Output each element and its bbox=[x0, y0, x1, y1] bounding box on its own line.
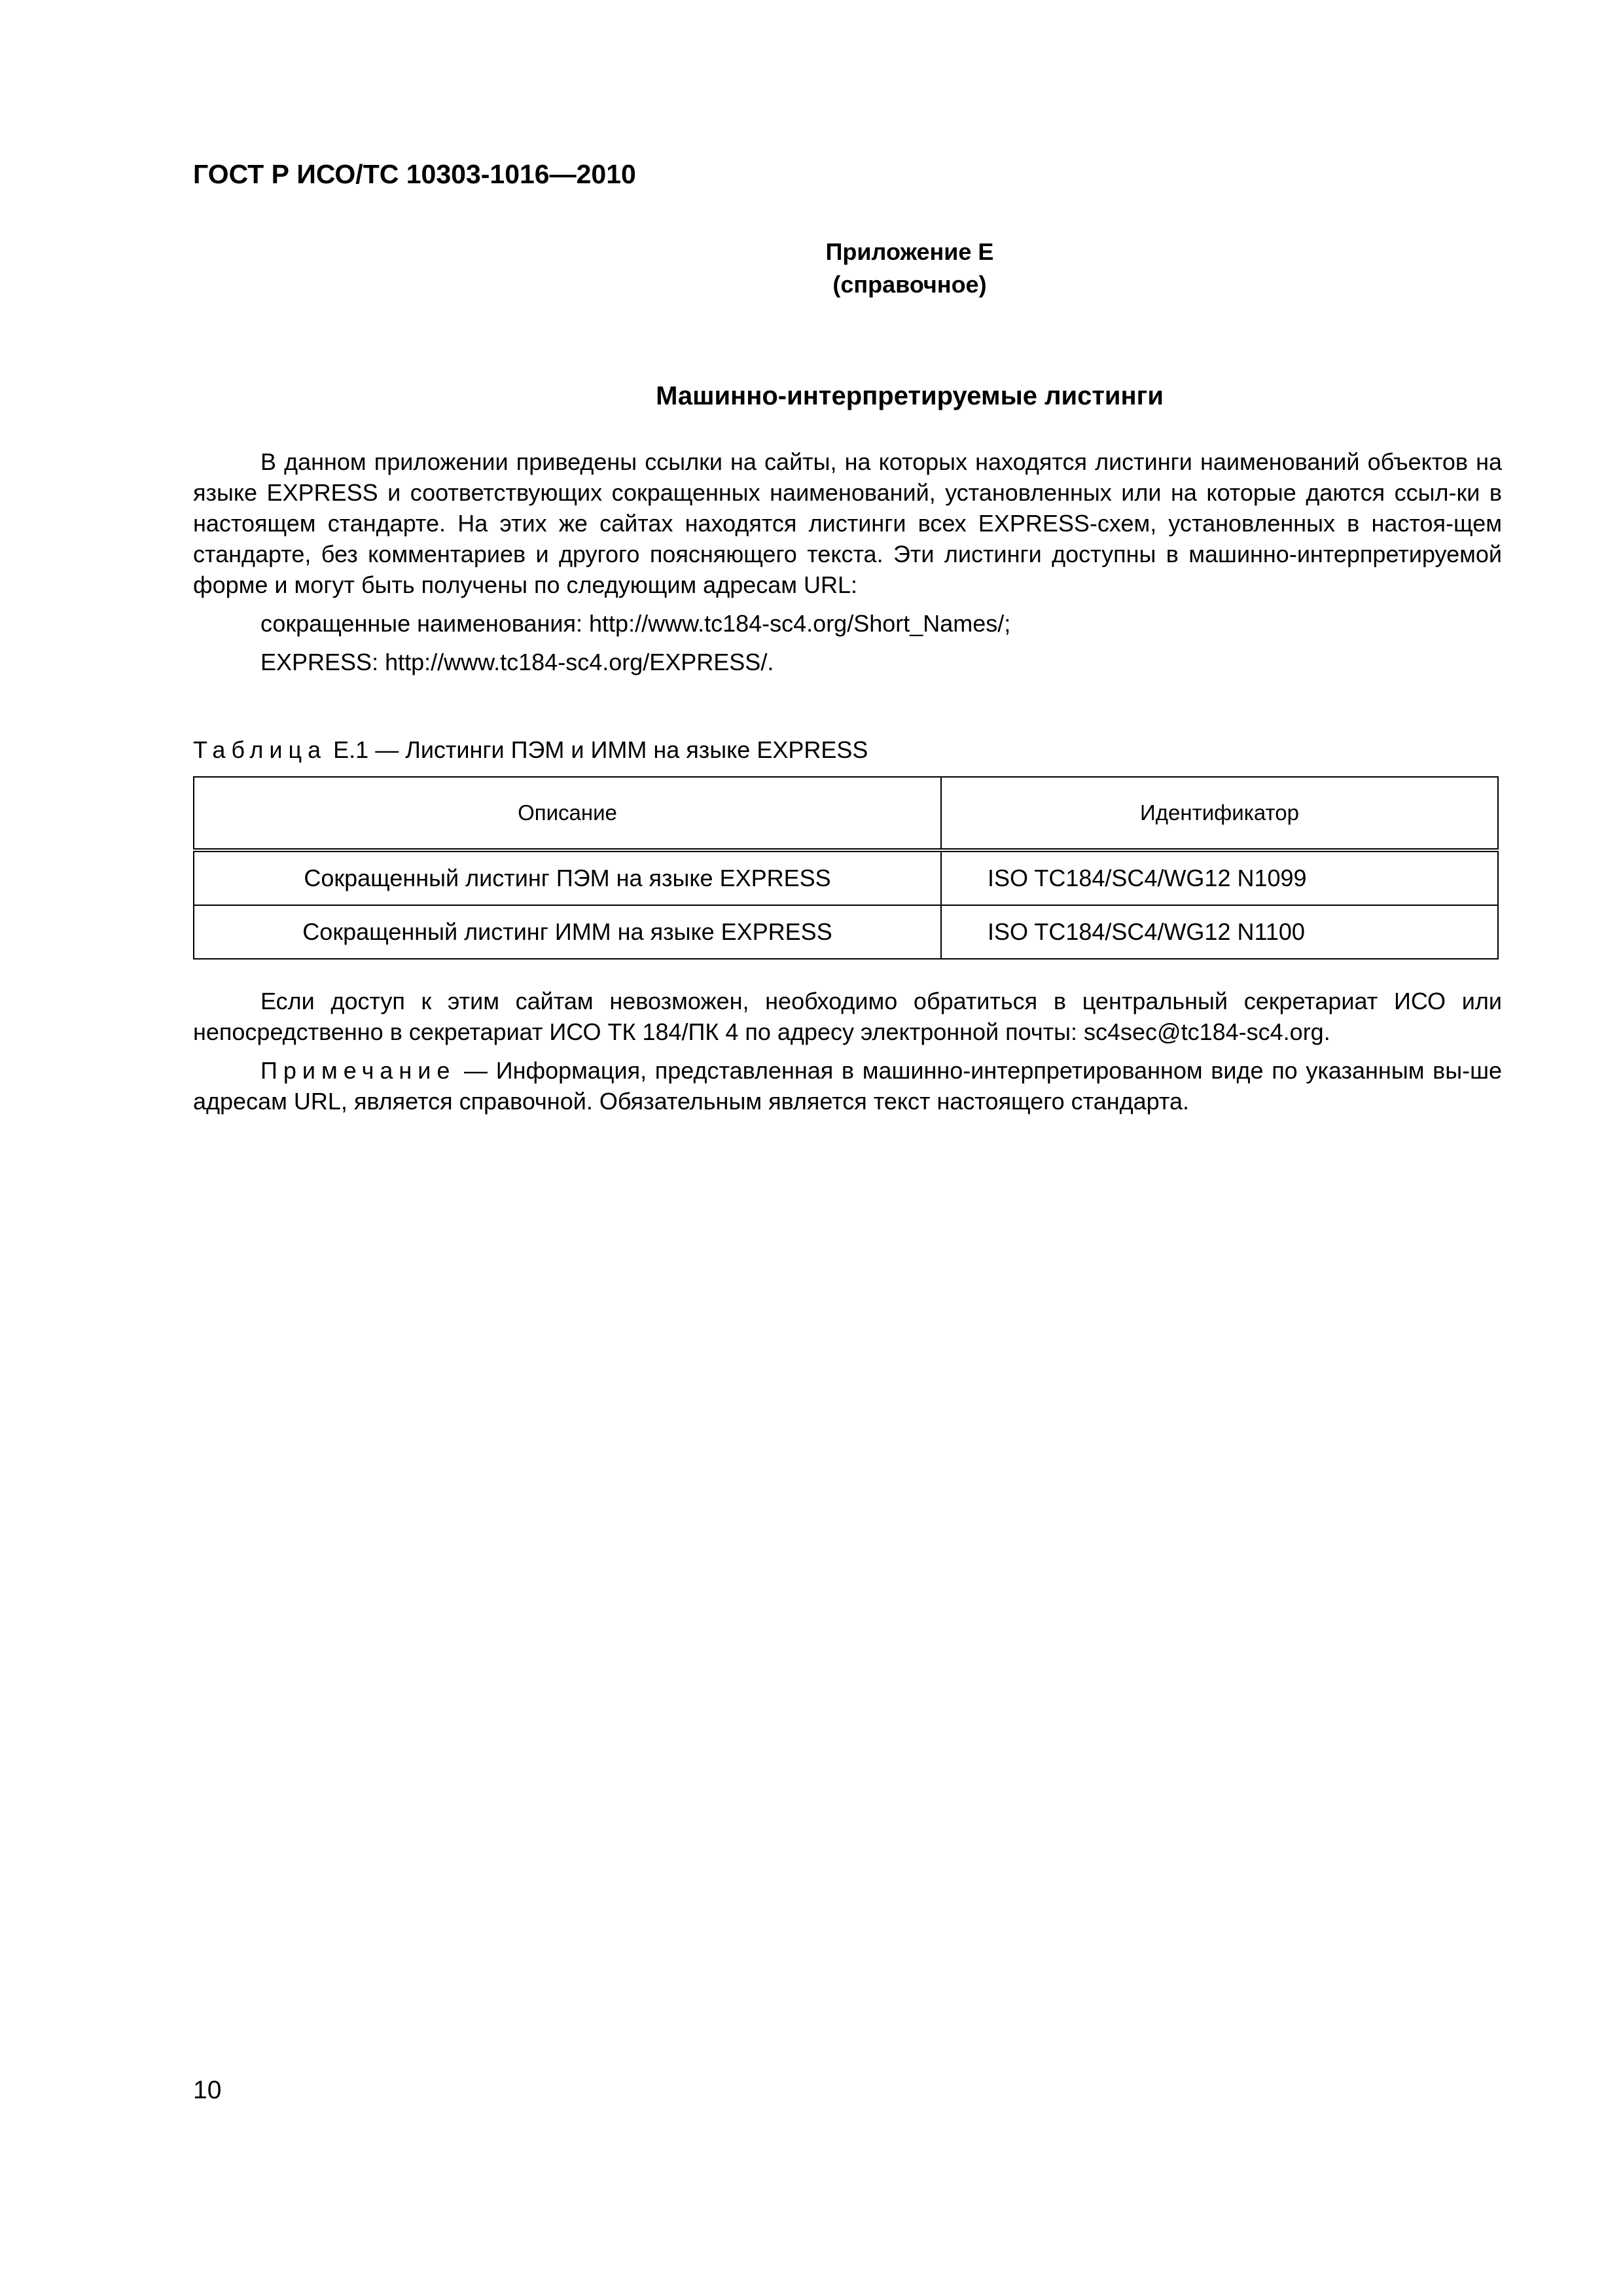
table-caption-label: Таблица bbox=[193, 736, 327, 763]
row-identifier: ISO TC184/SC4/WG12 N1100 bbox=[941, 905, 1498, 959]
row-description: Сокращенный листинг ПЭМ на языке EXPRESS bbox=[194, 850, 941, 905]
standard-code-header: ГОСТ Р ИСО/ТС 10303-1016—2010 bbox=[193, 159, 636, 189]
section-title-text: Машинно-интерпретируемые листинги bbox=[656, 382, 1164, 410]
table-header-row bbox=[194, 777, 1498, 850]
note-label: Примечание bbox=[260, 1057, 456, 1084]
table-row bbox=[194, 850, 1498, 905]
annex-label: Приложение Е bbox=[825, 238, 994, 265]
note-text: — Информация, представленная в машинно-интерпретированном виде по указанным вы-ше адресам URL, является справочной. Обязательным является текст настоящего стандарта. bbox=[193, 1057, 1502, 1115]
row-description: Сокращенный листинг ИММ на языке EXPRESS bbox=[194, 905, 941, 959]
express-url-line: EXPRESS: http://www.tc184-sc4.org/EXPRESS/. bbox=[260, 649, 774, 675]
short-names-url-line: сокращенные наименования: http://www.tc184-sc4.org/Short_Names/; bbox=[260, 610, 1011, 637]
contact-block bbox=[193, 986, 1502, 1117]
row-identifier: ISO TC184/SC4/WG12 N1099 bbox=[941, 850, 1498, 905]
intro-paragraph: В данном приложении приведены ссылки на сайты, на которых находятся листинги наименований объектов на языке EXPRESS и соответствующих сокращенных наименований, установленных или на которые даются ссыл-ки в настоящем стандарте. На этих же сайтах находятся листинги всех EXPRESS-схем, установленных в настоя-щем стандарте, без комментариев и другого поясняющего текста. Эти листинги доступны в машинно-интерпретируемой форме и могут быть получены по следующим адресам URL: bbox=[193, 448, 1502, 598]
table-caption-text: Е.1 — Листинги ПЭМ и ИММ на языке EXPRESS bbox=[327, 736, 868, 763]
intro-block bbox=[193, 446, 1502, 677]
table-caption bbox=[193, 734, 868, 765]
table-row bbox=[194, 905, 1498, 959]
note-paragraph bbox=[193, 1055, 1502, 1117]
contact-paragraph: Если доступ к этим сайтам невозможен, необходимо обратиться в центральный секретариат ИСО или непосредственно в секретариат ИСО ТК 184/ПК 4 по адресу электронной почты: sc4sec@tc184-sc4.org. bbox=[193, 988, 1502, 1045]
listings-table bbox=[193, 776, 1499, 960]
header-description: Описание bbox=[194, 777, 941, 850]
annex-heading bbox=[0, 236, 1623, 301]
header-identifier: Идентификатор bbox=[941, 777, 1498, 850]
page-number: 10 bbox=[193, 2076, 222, 2104]
section-title bbox=[0, 383, 1623, 409]
annex-status: (справочное) bbox=[832, 271, 987, 298]
